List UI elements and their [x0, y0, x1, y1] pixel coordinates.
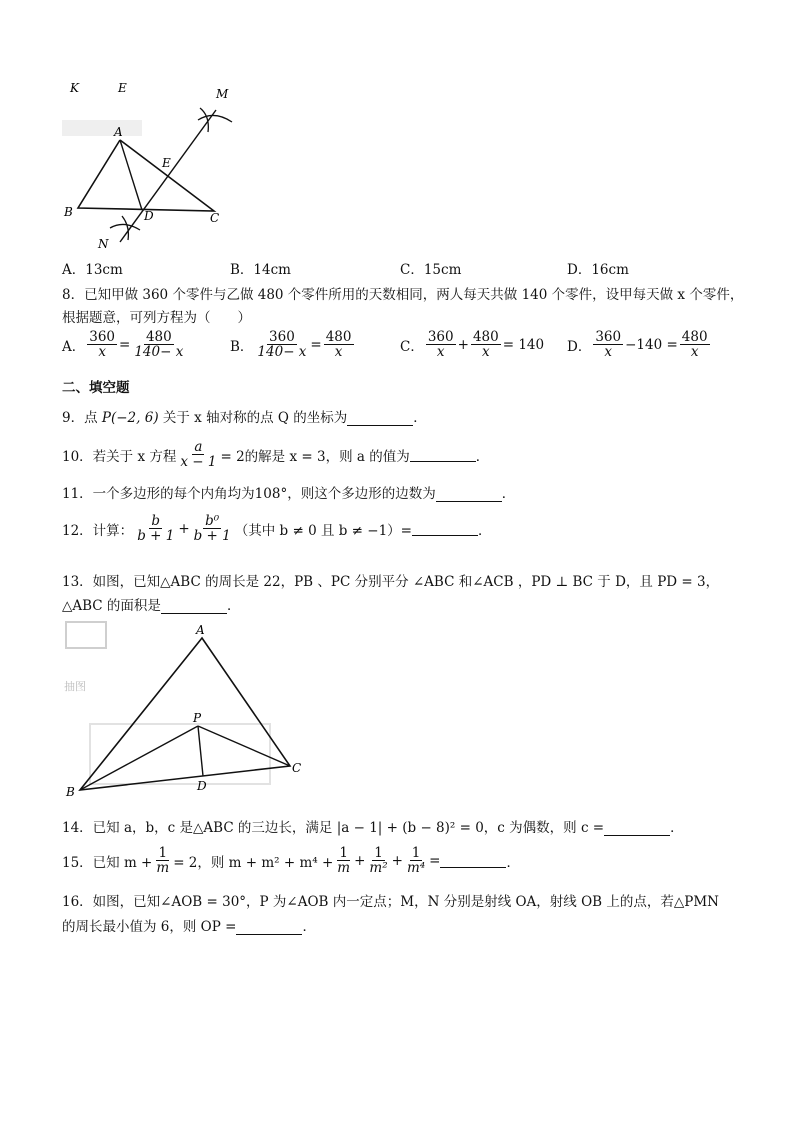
label-top-e: E [118, 81, 127, 95]
fraction: $\frac{1}{m}$ [337, 845, 351, 877]
section-title: 二、填空题 [62, 380, 130, 396]
label-top-k: K [70, 81, 79, 95]
label-m: M [216, 87, 229, 101]
faint-scan-mark [62, 120, 142, 136]
question-14: 14．已知 a，b，c 是△ABC 的三边长，满足 |a − 1| + (b − 8)² = 0，c 为偶数，则 c = ． [62, 820, 684, 836]
question-9: 9．点 P(−2, 6) 关于 x 轴对称的点 Q 的坐标为 ． [62, 410, 427, 426]
label-d: D [197, 779, 207, 793]
label-n: N [98, 237, 109, 251]
question-16-line2: 的周长最小值为 6，则 OP = ． [62, 919, 316, 935]
question-13-line2: △ABC 的面积是 ． [62, 598, 241, 614]
fraction: $\frac{\text{b⁰}}{b + 1}$ [193, 513, 231, 545]
label-b: B [64, 205, 73, 219]
fraction: $\frac{1}{\text{m²}}$ [369, 845, 388, 877]
fraction: $\frac{480}{x}$ [681, 329, 708, 361]
label-e: E [162, 156, 171, 170]
label-a: A [196, 623, 205, 637]
fraction: $\frac{360}{x}$ [89, 329, 116, 361]
q7-option-a[interactable]: A．13cm [62, 262, 123, 278]
label-b: B [66, 785, 75, 799]
q7-option-b[interactable]: B．14cm [230, 262, 291, 278]
q7-option-c[interactable]: C．15cm [400, 262, 462, 278]
fraction: $\frac{480}{x}$ [325, 329, 352, 361]
question-16-line1: 16．如图，已知∠AOB = 30°，P 为∠AOB 内一定点；M，N 分别是射线 OA，射线 OB 上的点，若△PMN [62, 894, 719, 910]
answer-blank[interactable] [236, 920, 302, 935]
label-a: A [114, 125, 123, 139]
q8-option-a[interactable]: A． $\frac{360}{x}$ = $\frac{480}{140- x}$ [62, 329, 184, 361]
label-p: P [193, 711, 202, 725]
q13-figure [60, 614, 310, 802]
fraction: $\frac{480}{140- x}$ [134, 329, 184, 361]
q8-option-d[interactable]: D． $\frac{360}{x}$ −140 = $\frac{480}{x}$ [567, 329, 708, 361]
triangle-abc [80, 638, 290, 790]
triangle-abc [78, 140, 214, 211]
label-d: D [144, 209, 154, 223]
fraction: $\frac{360}{x}$ [427, 329, 454, 361]
fraction: $\frac{480}{x}$ [472, 329, 499, 361]
fraction: $\frac{a}{x - 1}$ [180, 439, 217, 471]
label-c: C [210, 211, 220, 225]
answer-blank[interactable] [440, 853, 506, 868]
q8-line2: 根据题意，可列方程为（ ） [62, 310, 251, 326]
answer-blank[interactable] [604, 821, 670, 836]
q8-option-b[interactable]: B． $\frac{360}{140- x}$ = $\frac{480}{x}$ [230, 329, 352, 361]
fraction: $\frac{360}{x}$ [595, 329, 622, 361]
answer-blank[interactable] [410, 447, 476, 462]
q7-option-d[interactable]: D．16cm [567, 262, 629, 278]
segment-pb [80, 726, 198, 790]
q8-line1: 8．已知甲做 360 个零件与乙做 480 个零件所用的天数相同，两人每天共做 140 个零件，设甲每天做 x 个零件， [62, 287, 744, 303]
question-13-line1: 13．如图，已知△ABC 的周长是 22，PB 、PC 分别平分 ∠ABC 和∠ACB ，PD ⊥ BC 于 D，且 PD = 3， [62, 574, 720, 590]
q8-option-c[interactable]: C． $\frac{360}{x}$ + $\frac{480}{x}$ = 140 [400, 329, 545, 361]
fraction: $\frac{360}{140- x}$ [257, 329, 307, 361]
fraction: $\frac{b}{b + 1}$ [137, 513, 175, 545]
answer-blank[interactable] [161, 599, 227, 614]
fraction: $\frac{1}{m}$ [156, 845, 170, 877]
segment-pd [198, 726, 203, 776]
answer-blank[interactable] [412, 521, 478, 536]
segment-ad [120, 140, 142, 210]
question-15: 15．已知 m + $\frac{1}{m}$ = 2，则 m + m² + m⁴ + $\frac{1}{m}$ + $\frac{1}{\text{m²}}$ + $\frac{1}{\text{m⁴}}$ = ． [62, 845, 520, 877]
question-10: 10．若关于 x 方程 $\frac{a}{x - 1}$ = 2的解是 x = 3，则 a 的值为 ． [62, 439, 490, 471]
answer-blank[interactable] [347, 411, 413, 426]
arc-m [198, 115, 232, 122]
faint-scan-mark [66, 622, 106, 648]
fraction: $\frac{1}{\text{m⁴}}$ [406, 845, 426, 877]
question-12: 12．计算： $\frac{b}{b + 1}$ + $\frac{\text{b⁰}}{b + 1}$ （其中 b ≠ 0 且 b ≠ −1）= ． [62, 513, 492, 545]
label-c: C [292, 761, 302, 775]
answer-blank[interactable] [436, 487, 502, 502]
question-11: 11．一个多边形的每个内角均为108°，则这个多边形的边数为 ． [62, 486, 516, 502]
q7-figure [58, 80, 258, 252]
svg-text:抽图: 抽图 [64, 680, 86, 693]
arc-n [110, 224, 140, 230]
